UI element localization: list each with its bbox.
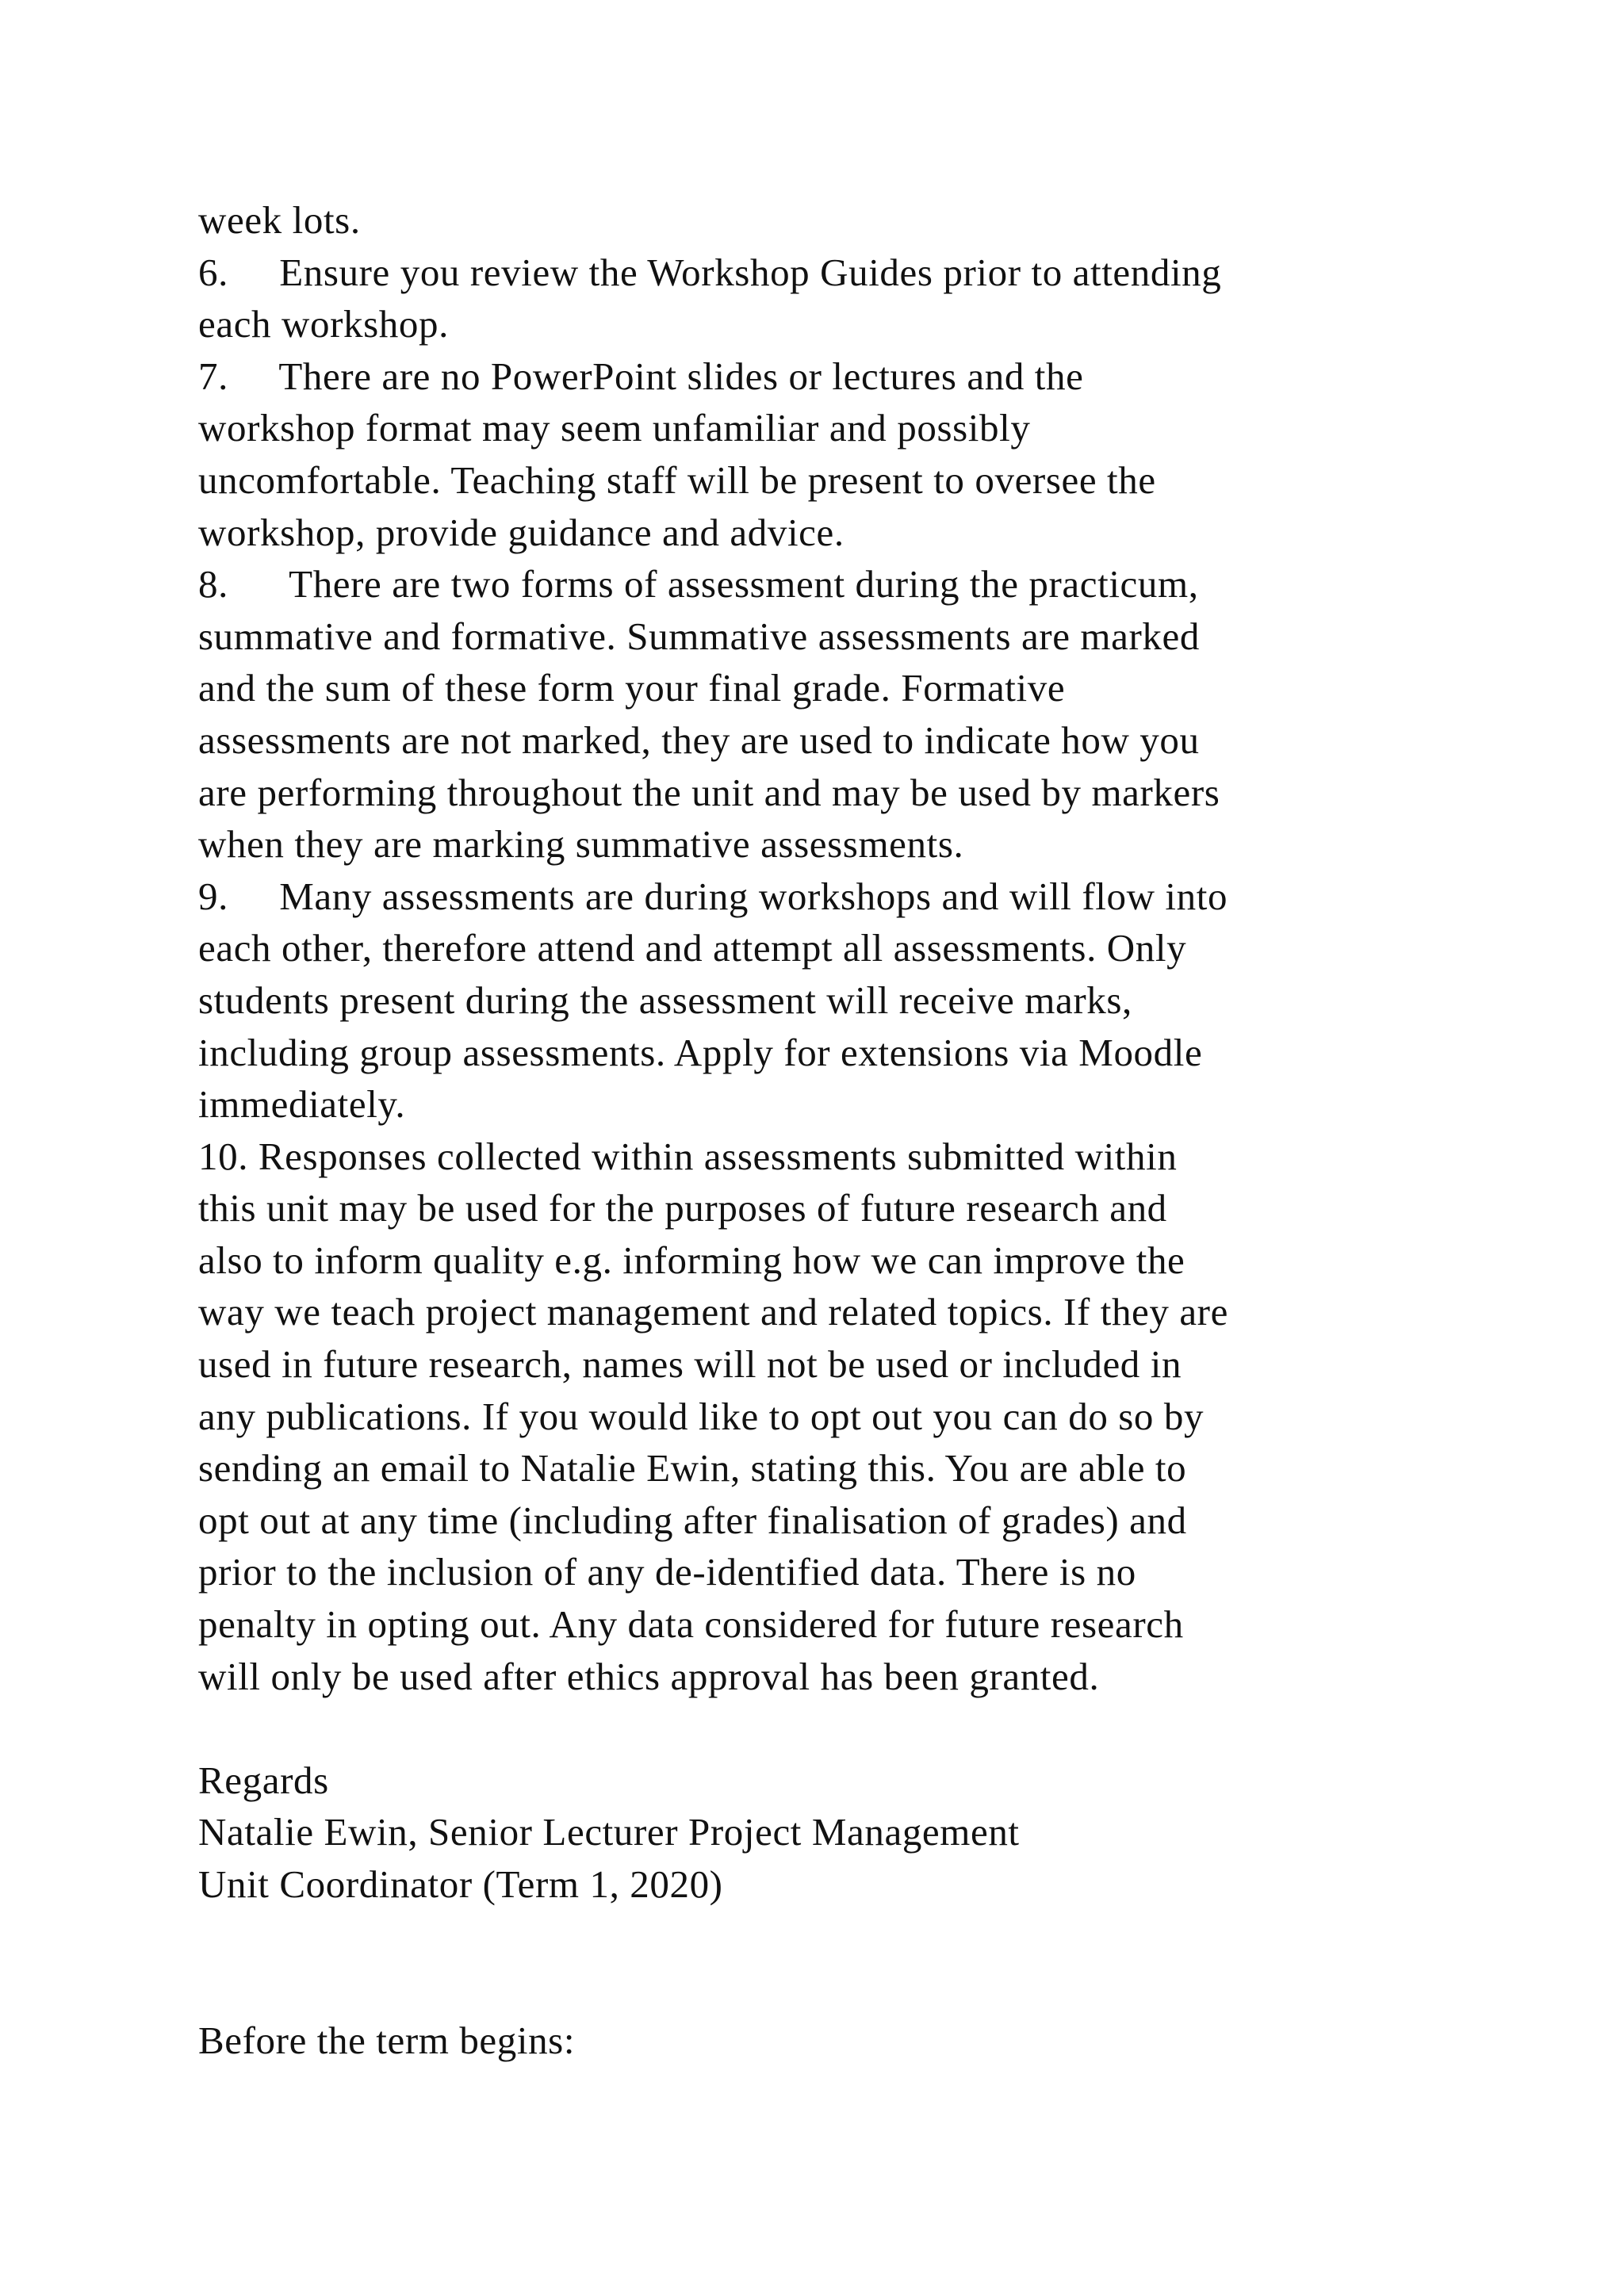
text-line: sending an email to Natalie Ewin, stating this. You are able to bbox=[198, 1446, 1187, 1490]
document-body bbox=[198, 194, 1507, 2066]
text-line: including group assessments. Apply for extensions via Moodle bbox=[198, 1030, 1203, 1074]
spacer bbox=[198, 1911, 1507, 1963]
text-line: will only be used after ethics approval has been granted. bbox=[198, 1654, 1100, 1698]
text-line: immediately. bbox=[198, 1082, 406, 1127]
text-line: workshop, provide guidance and advice. bbox=[198, 510, 845, 554]
text-line: used in future research, names will not be used or included in bbox=[198, 1342, 1182, 1387]
text-line: workshop format may seem unfamiliar and possibly bbox=[198, 406, 1031, 450]
list-item-9: 9. Many assessments are during workshops and will flow into bbox=[198, 874, 1228, 918]
spacer bbox=[198, 1702, 1507, 1755]
text-line: each other, therefore attend and attempt all assessments. Only bbox=[198, 926, 1187, 970]
text-line: students present during the assessment will receive marks, bbox=[198, 978, 1132, 1022]
list-item-8: 8. There are two forms of assessment during the practicum, bbox=[198, 562, 1199, 607]
text-line: week lots. bbox=[198, 198, 361, 242]
text-line: way we teach project management and related topics. If they are bbox=[198, 1290, 1228, 1334]
signoff-greeting: Regards bbox=[198, 1758, 329, 1802]
text-line: penalty in opting out. Any data considered for future research bbox=[198, 1602, 1184, 1647]
text-line: each workshop. bbox=[198, 302, 449, 346]
text-line: are performing throughout the unit and may be used by markers bbox=[198, 770, 1220, 814]
signoff-name-title: Natalie Ewin, Senior Lecturer Project Management bbox=[198, 1810, 1020, 1854]
spacer bbox=[198, 1962, 1507, 2015]
list-item-6: 6. Ensure you review the Workshop Guides prior to attending bbox=[198, 250, 1222, 294]
text-line: prior to the inclusion of any de-identified data. There is no bbox=[198, 1550, 1136, 1594]
text-line: also to inform quality e.g. informing how we can improve the bbox=[198, 1238, 1185, 1282]
text-line: summative and formative. Summative assessments are marked bbox=[198, 614, 1200, 658]
signoff-role: Unit Coordinator (Term 1, 2020) bbox=[198, 1862, 723, 1906]
text-line: assessments are not marked, they are used to indicate how you bbox=[198, 718, 1200, 762]
section-heading: Before the term begins: bbox=[198, 2018, 576, 2062]
text-line: and the sum of these form your final grade. Formative bbox=[198, 666, 1066, 710]
list-item-7: 7. There are no PowerPoint slides or lectures and the bbox=[198, 354, 1084, 398]
text-line: opt out at any time (including after finalisation of grades) and bbox=[198, 1498, 1187, 1542]
text-line: when they are marking summative assessments. bbox=[198, 822, 964, 867]
text-line: this unit may be used for the purposes of future research and bbox=[198, 1186, 1167, 1230]
list-item-10: 10. Responses collected within assessments submitted within bbox=[198, 1134, 1178, 1178]
text-line: any publications. If you would like to opt out you can do so by bbox=[198, 1394, 1205, 1438]
text-line: uncomfortable. Teaching staff will be present to oversee the bbox=[198, 457, 1156, 502]
